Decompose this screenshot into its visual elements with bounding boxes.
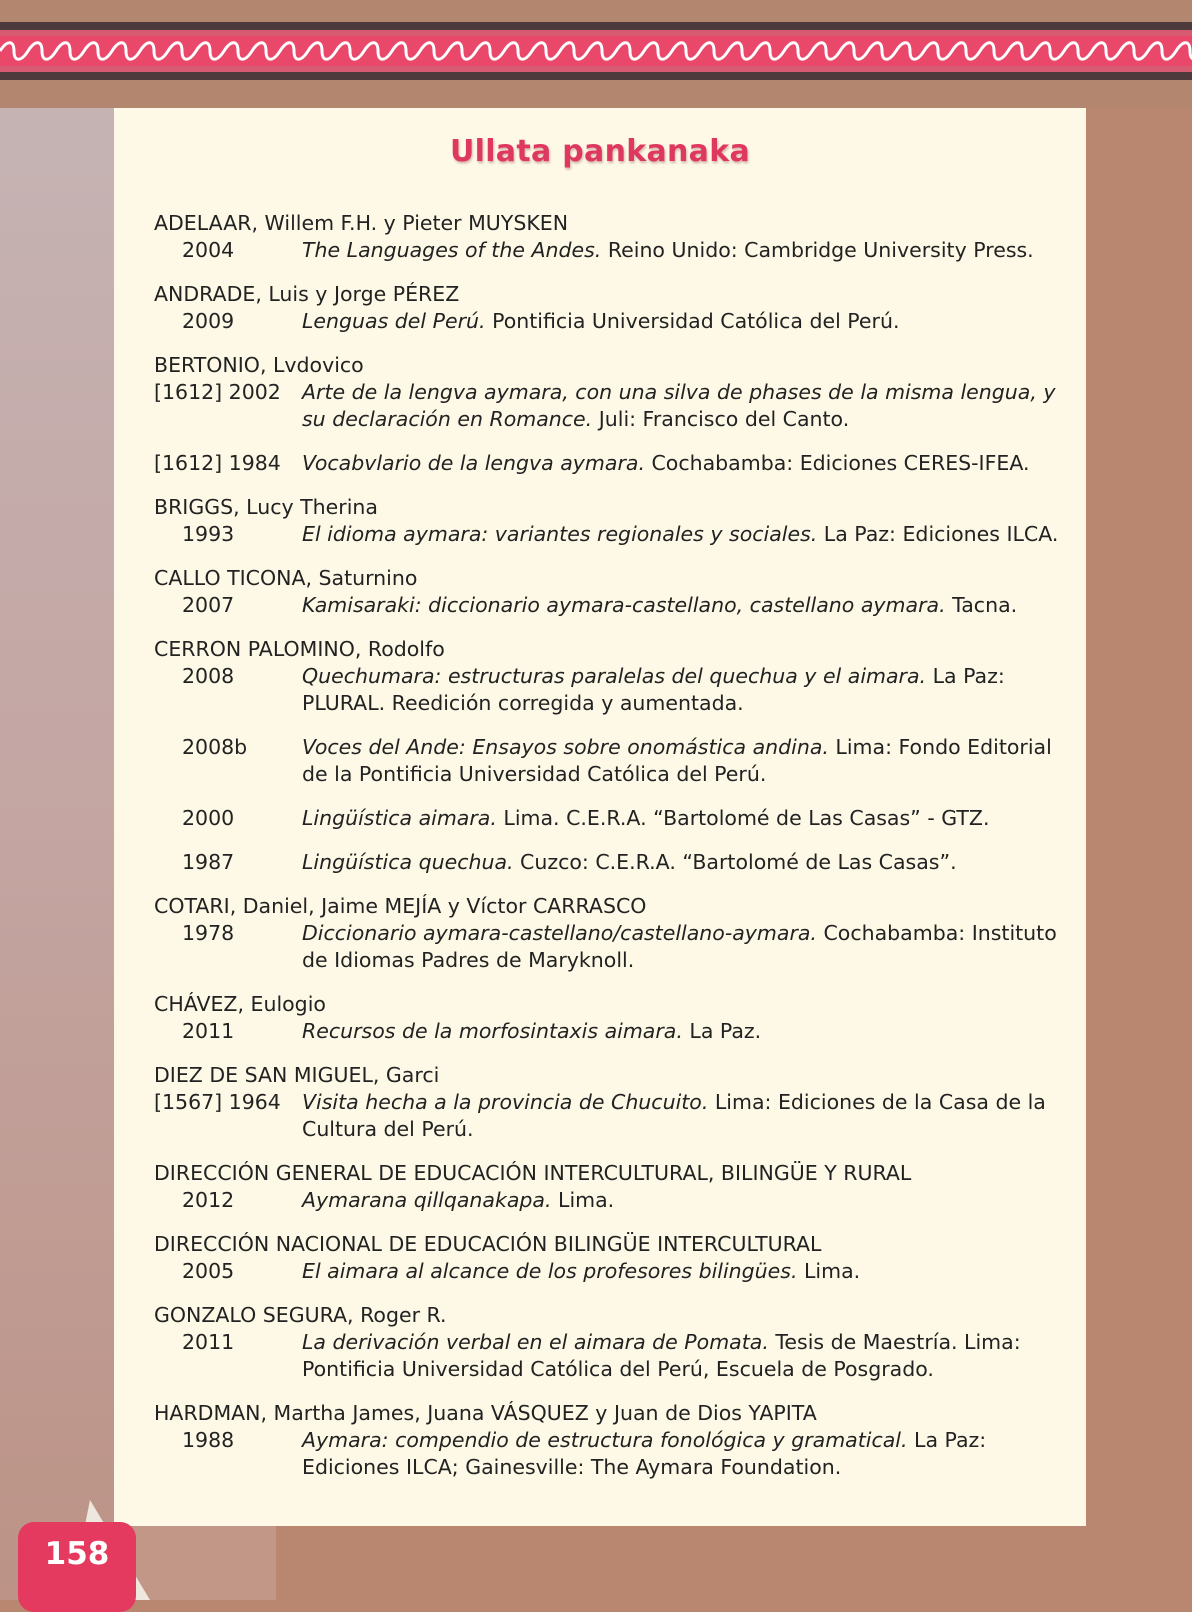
reference-citation (302, 1018, 1064, 1045)
reference-entry (154, 1400, 1064, 1481)
reference-year: 1987 (182, 850, 235, 874)
reference-title: La derivación verbal en el aimara de Pomata. (302, 1330, 769, 1354)
reference-publisher: Cochabamba: Ediciones CERES-IFEA. (644, 451, 1030, 475)
reference-citation (302, 237, 1064, 264)
reference-title: Lenguas del Perú. (302, 309, 486, 333)
reference-citation (302, 1427, 1064, 1481)
reference-title: Lingüística aimara. (302, 806, 497, 830)
reference-title: Kamisaraki: diccionario aymara-castellano, castellano aymara. (302, 593, 946, 617)
header-stripe-dark-bottom (0, 72, 1192, 80)
reference-year: 2008b (182, 735, 248, 759)
reference-publisher: La Paz: Ediciones ILCA. (817, 522, 1059, 546)
reference-year: 2007 (182, 593, 235, 617)
reference-work (154, 1187, 1064, 1214)
reference-work (154, 379, 1064, 433)
reference-citation (302, 663, 1064, 717)
reference-work (154, 663, 1064, 717)
reference-work (154, 1089, 1064, 1143)
reference-publisher: Pontificia Universidad Católica del Perú. (485, 309, 900, 333)
reference-work (154, 849, 1064, 876)
page-number: 158 (44, 1536, 110, 1572)
reference-title: Diccionario aymara-castellano/castellano-aymara. (302, 921, 817, 945)
reference-publisher: Tesis de Maestría. Lima: Pontificia Universidad Católica del Perú, Escuela de Posgrado. (302, 1330, 1021, 1381)
reference-author: DIRECCIÓN NACIONAL DE EDUCACIÓN BILINGÜE INTERCULTURAL (154, 1232, 822, 1256)
reference-publisher: Reino Unido: Cambridge University Press. (601, 238, 1034, 262)
reference-work (154, 592, 1064, 619)
reference-year: 1988 (182, 1428, 235, 1452)
reference-publisher: Lima: Ediciones de la Casa de la Cultura del Perú. (302, 1090, 1046, 1141)
reference-author: BRIGGS, Lucy Therina (154, 495, 378, 519)
reference-year: [1612] 1984 (154, 451, 281, 475)
reference-entry (154, 1302, 1064, 1383)
reference-author: COTARI, Daniel, Jaime MEJÍA y Víctor CARRASCO (154, 894, 647, 918)
reference-author: CHÁVEZ, Eulogio (154, 992, 326, 1016)
reference-author: ADELAAR, Willem F.H. y Pieter MUYSKEN (154, 211, 569, 235)
reference-entry (154, 565, 1064, 619)
reference-author: HARDMAN, Martha James, Juana VÁSQUEZ y Juan de Dios YAPITA (154, 1401, 817, 1425)
reference-title: Lingüística quechua. (302, 850, 514, 874)
reference-work (154, 521, 1064, 548)
reference-publisher: Lima. (551, 1188, 615, 1212)
reference-work (154, 308, 1064, 335)
reference-title: Quechumara: estructuras paralelas del quechua y el aimara. (302, 664, 927, 688)
left-margin-strip (0, 108, 114, 1600)
reference-author: DIRECCIÓN GENERAL DE EDUCACIÓN INTERCULTURAL, BILINGÜE Y RURAL (154, 1161, 912, 1185)
reference-author: CALLO TICONA, Saturnino (154, 566, 418, 590)
reference-work (154, 1427, 1064, 1481)
reference-work (154, 1329, 1064, 1383)
reference-citation (302, 379, 1064, 433)
reference-title: Arte de la lengva aymara, con una silva de phases de la misma lengua, y su declaración en Romance. (302, 380, 1056, 431)
reference-year: 2004 (182, 238, 235, 262)
reference-year: 2009 (182, 309, 235, 333)
reference-citation (302, 734, 1064, 788)
reference-year: 2000 (182, 806, 235, 830)
reference-year: 2011 (182, 1019, 235, 1043)
header-stripe-dark-top (0, 22, 1192, 30)
reference-entry (154, 991, 1064, 1045)
reference-publisher: La Paz: Ediciones ILCA; Gainesville: The Aymara Foundation. (302, 1428, 987, 1479)
reference-publisher: Cuzco: C.E.R.A. “Bartolomé de Las Casas”. (513, 850, 957, 874)
reference-title: Aymara: compendio de estructura fonológica y gramatical. (302, 1428, 908, 1452)
reference-title: El idioma aymara: variantes regionales y sociales. (302, 522, 818, 546)
reference-publisher: Lima. (797, 1259, 861, 1283)
reference-citation (302, 521, 1064, 548)
reference-work (154, 450, 1064, 477)
reference-publisher: La Paz. (682, 1019, 762, 1043)
reference-author: GONZALO SEGURA, Roger R. (154, 1303, 447, 1327)
reference-title: Vocabvlario de la lengva aymara. (302, 451, 645, 475)
reference-citation (302, 1187, 1064, 1214)
reference-title: The Languages of the Andes. (302, 238, 602, 262)
reference-work (154, 920, 1064, 974)
reference-work (154, 805, 1064, 832)
reference-publisher: Juli: Francisco del Canto. (592, 407, 850, 431)
reference-entry (154, 352, 1064, 477)
wave-pattern-icon (0, 38, 1192, 64)
reference-publisher: Tacna. (945, 593, 1018, 617)
reference-year: 2012 (182, 1188, 235, 1212)
reference-entry (154, 636, 1064, 876)
reference-citation (302, 1258, 1064, 1285)
reference-year: [1612] 2002 (154, 380, 281, 404)
reference-work (154, 1018, 1064, 1045)
reference-entry (154, 210, 1064, 264)
reference-publisher: La Paz: PLURAL. Reedición corregida y aumentada. (302, 664, 1005, 715)
reference-citation (302, 450, 1064, 477)
reference-work (154, 237, 1064, 264)
reference-entry (154, 1160, 1064, 1214)
reference-author: ANDRADE, Luis y Jorge PÉREZ (154, 282, 460, 306)
reference-year: 1993 (182, 522, 235, 546)
reference-citation (302, 849, 1064, 876)
decorative-header-band (0, 0, 1192, 108)
reference-title: Recursos de la morfosintaxis aimara. (302, 1019, 683, 1043)
reference-work (154, 1258, 1064, 1285)
reference-year: [1567] 1964 (154, 1090, 281, 1114)
reference-entry (154, 494, 1064, 548)
reference-title: Voces del Ande: Ensayos sobre onomástica andina. (302, 735, 829, 759)
reference-author: DIEZ DE SAN MIGUEL, Garci (154, 1063, 440, 1087)
reference-entry (154, 1062, 1064, 1143)
reference-year: 2008 (182, 664, 235, 688)
reference-citation (302, 920, 1064, 974)
reference-citation (302, 805, 1064, 832)
reference-entry (154, 1231, 1064, 1285)
reference-author: BERTONIO, Lvdovico (154, 353, 364, 377)
reference-citation (302, 1329, 1064, 1383)
page-title: Ullata pankanaka (449, 134, 751, 169)
reference-entry (154, 281, 1064, 335)
reference-publisher: Lima: Fondo Editorial de la Pontificia Universidad Católica del Perú. (302, 735, 1052, 786)
reference-citation (302, 308, 1064, 335)
reference-work (154, 734, 1064, 788)
reference-citation (302, 1089, 1064, 1143)
reference-title: Aymarana qillqanakapa. (302, 1188, 552, 1212)
reference-publisher: Cochabamba: Instituto de Idiomas Padres de Maryknoll. (302, 921, 1057, 972)
reference-year: 1978 (182, 921, 235, 945)
reference-title: Visita hecha a la provincia de Chucuito. (302, 1090, 709, 1114)
reference-year: 2005 (182, 1259, 235, 1283)
reference-author: CERRON PALOMINO, Rodolfo (154, 637, 445, 661)
reference-list (154, 210, 1064, 1498)
reference-title: El aimara al alcance de los profesores bilingües. (302, 1259, 798, 1283)
reference-citation (302, 592, 1064, 619)
reference-year: 2011 (182, 1330, 235, 1354)
reference-entry (154, 893, 1064, 974)
reference-publisher: Lima. C.E.R.A. “Bartolomé de Las Casas” - GTZ. (496, 806, 990, 830)
